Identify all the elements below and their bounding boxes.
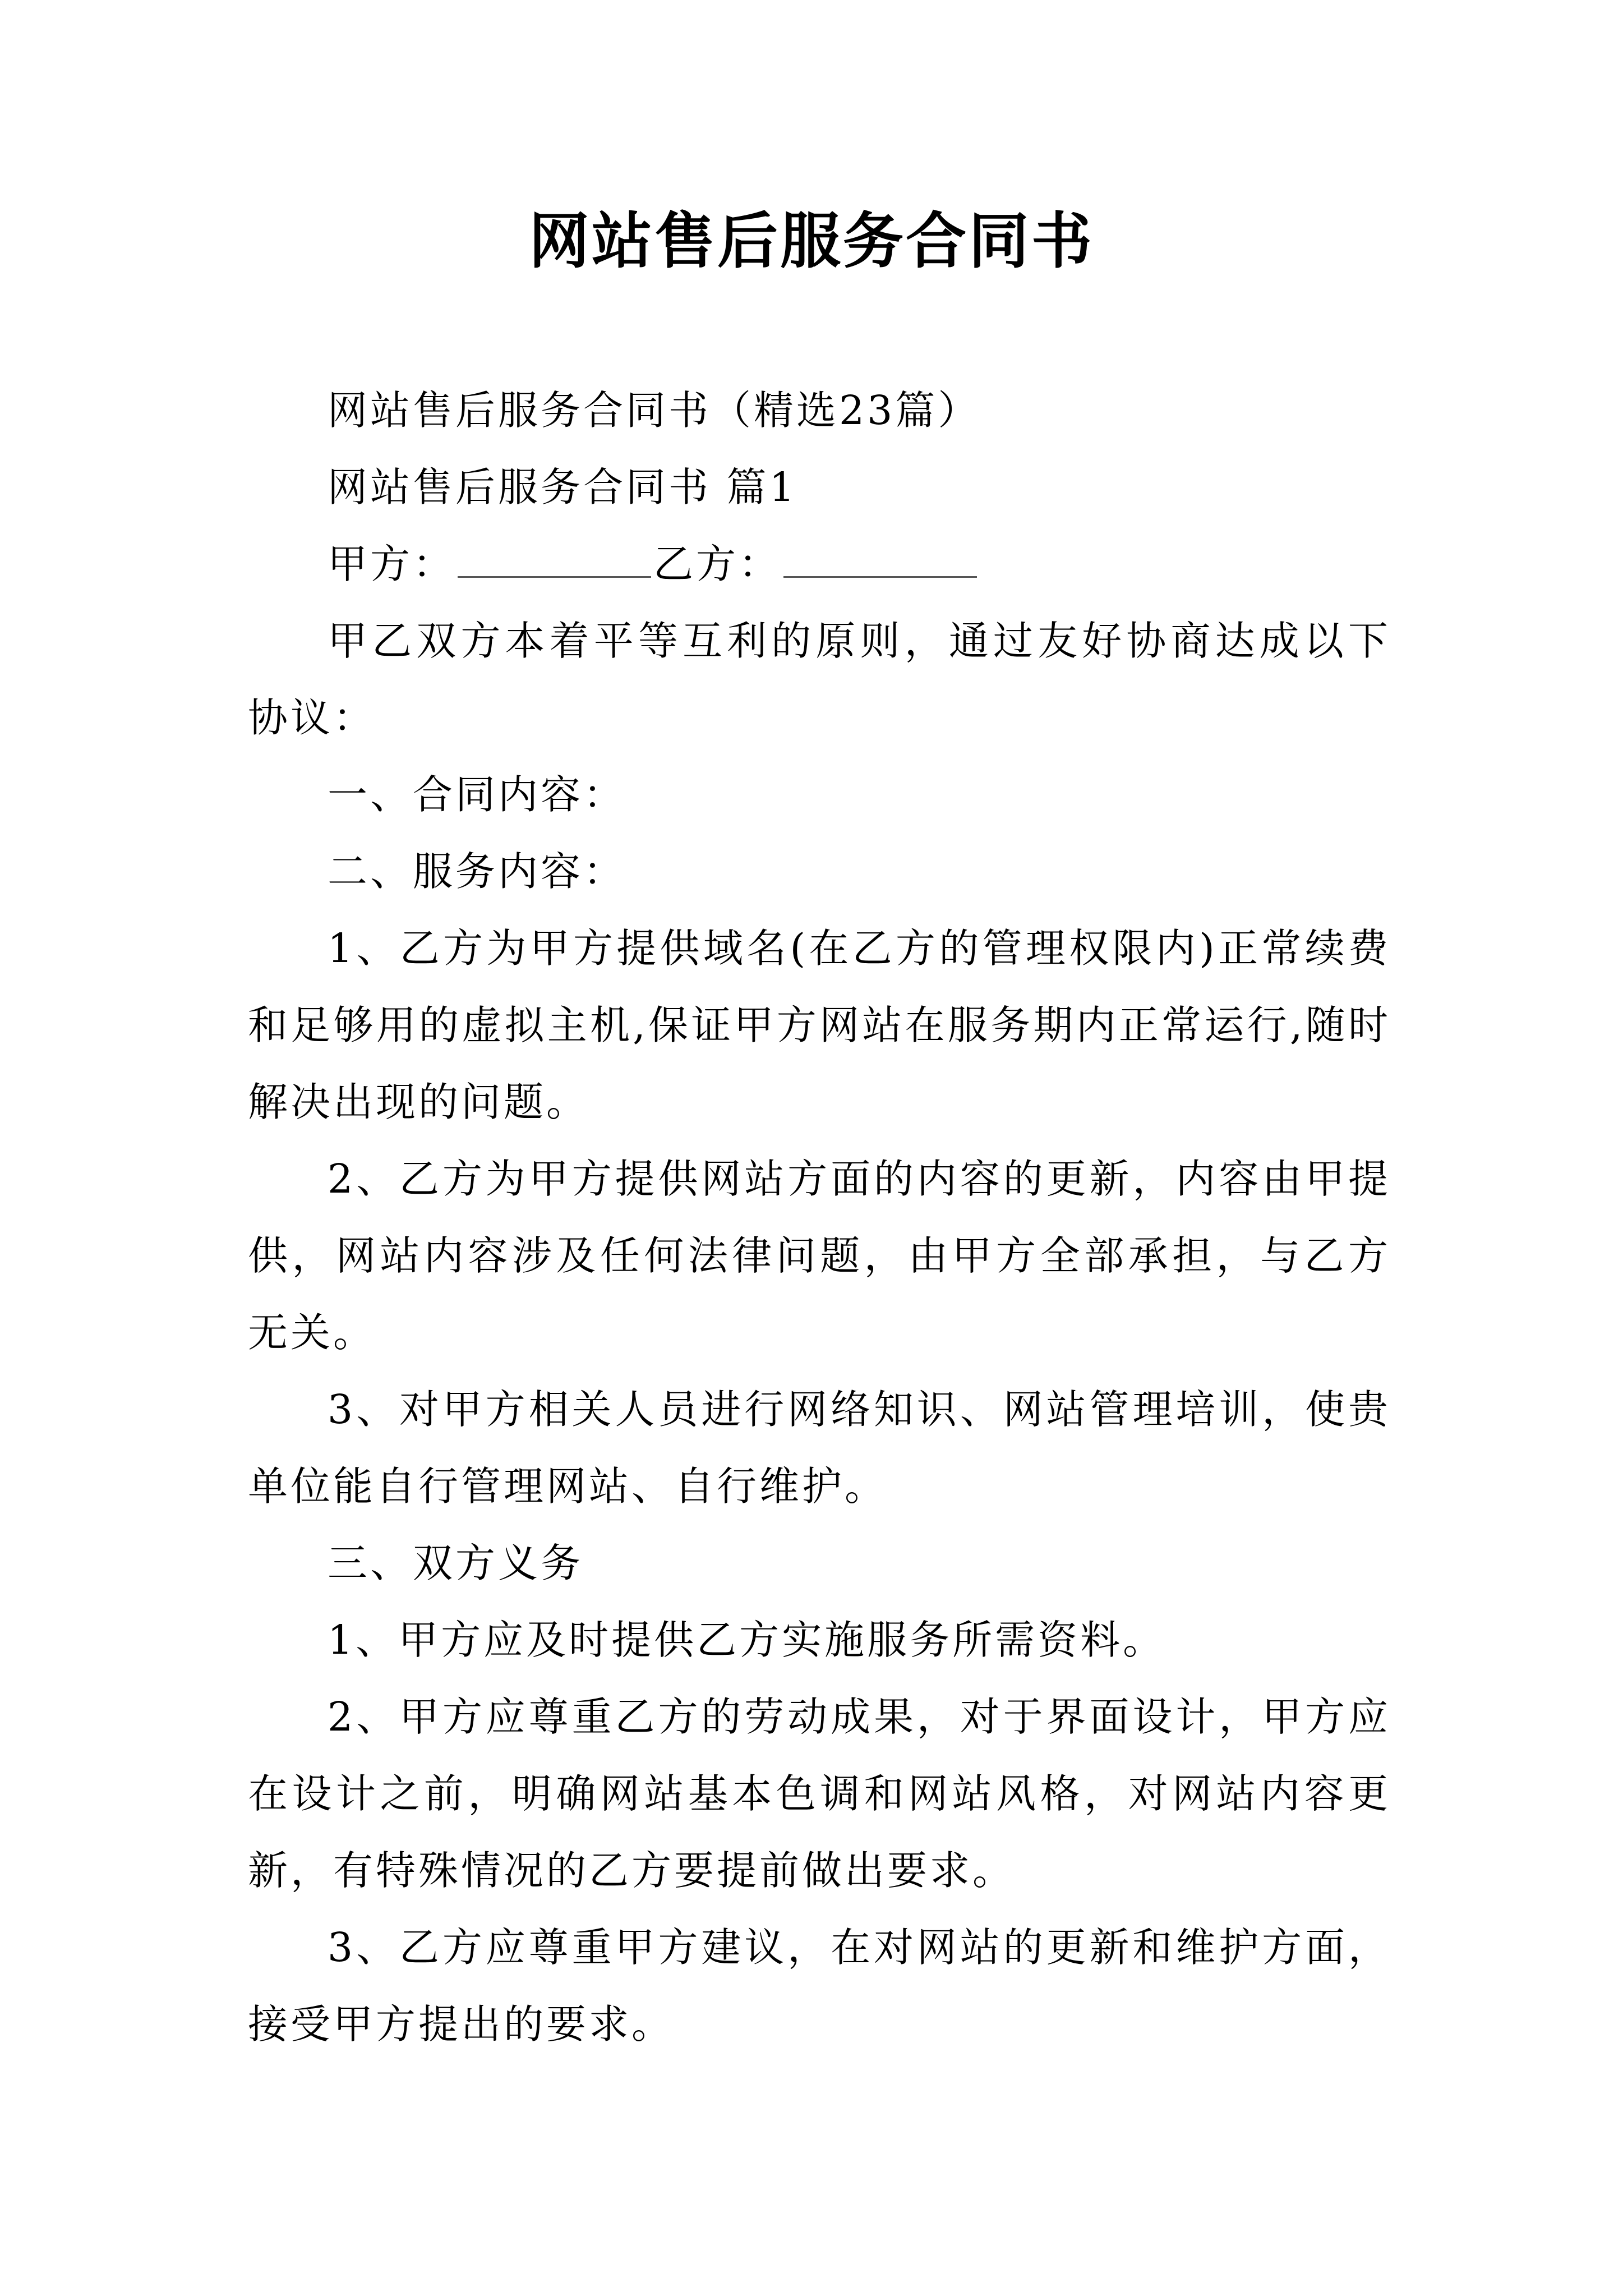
- party-b-blank: [783, 542, 977, 578]
- party-a-label: 甲方：: [328, 541, 456, 587]
- document-title: 网站售后服务合同书: [528, 206, 1094, 277]
- party-a-blank: [458, 542, 651, 578]
- section-heading: 网站售后服务合同书 篇1: [328, 464, 797, 510]
- document-subtitle: 网站售后服务合同书（精选23篇）: [328, 387, 981, 434]
- party-b-label: 乙方：: [653, 541, 782, 587]
- document-body: [248, 372, 1391, 2063]
- obligation-item-3: 3、乙方应尊重甲方建议，在对网站的更新和维护方面，接受甲方提出的要求。: [248, 1924, 1391, 2047]
- service-item-3: 3、对甲方相关人员进行网络知识、网站管理培训，使贵单位能自行管理网站、自行维护。: [248, 1386, 1391, 1510]
- heading-contract-content: 一、合同内容：: [328, 771, 626, 818]
- obligation-item-2: 2、甲方应尊重乙方的劳动成果，对于界面设计，甲方应在设计之前，明确网站基本色调和网站风格，对网站内容更新，有特殊情况的乙方要提前做出要求。: [248, 1694, 1391, 1894]
- service-item-2: 2、乙方为甲方提供网站方面的内容的更新，内容由甲提供，网站内容涉及任何法律问题，由甲方全部承担，与乙方无关。: [248, 1156, 1391, 1356]
- heading-obligations: 三、双方义务: [328, 1540, 584, 1586]
- paragraph-intro: 甲乙双方本着平等互利的原则，通过友好协商达成以下协议：: [248, 618, 1391, 741]
- parties-line: [248, 526, 1391, 602]
- obligation-item-1: 1、甲方应及时提供乙方实施服务所需资料。: [328, 1617, 1166, 1663]
- heading-service-content: 二、服务内容：: [328, 848, 626, 895]
- service-item-1: 1、乙方为甲方提供域名(在乙方的管理权限内)正常续费和足够用的虚拟主机,保证甲方网站在服务期内正常运行,随时解决出现的问题。: [248, 925, 1391, 1125]
